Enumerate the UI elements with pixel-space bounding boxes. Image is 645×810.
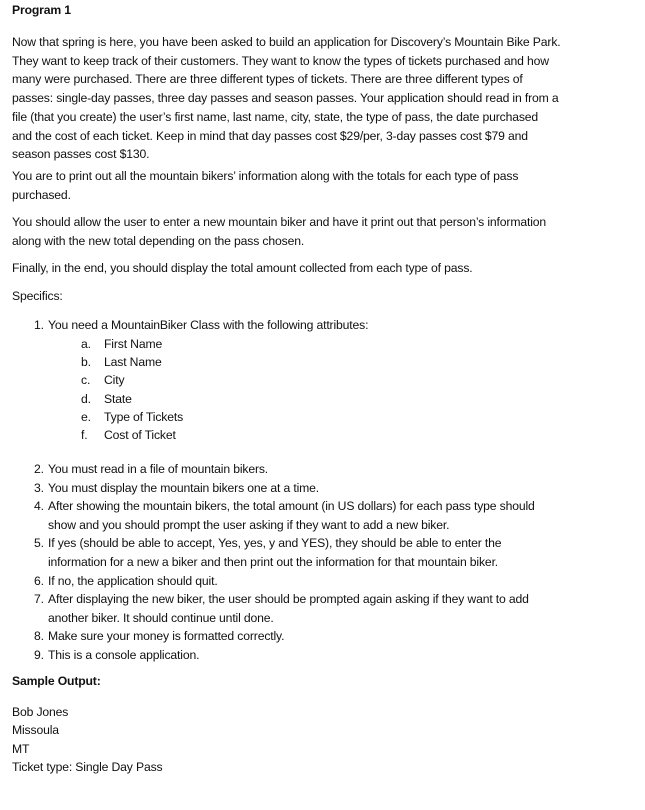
attribute-text: State — [104, 391, 132, 406]
list-item — [12, 460, 637, 479]
list-number: 4. — [34, 499, 44, 514]
attribute-item — [12, 371, 637, 389]
attribute-text: Last Name — [104, 355, 162, 370]
list-number: 5. — [34, 536, 44, 551]
attribute-item — [12, 353, 637, 371]
paragraph-line: along with the new total depending on the pass chosen. — [12, 233, 305, 248]
list-number: 6. — [34, 573, 44, 588]
intro-line: season passes cost $130. — [12, 147, 150, 162]
attribute-letter: f. — [81, 428, 88, 443]
intro-line: They want to keep track of their customers. They want to know the types of tickets purchased and how — [12, 53, 549, 68]
intro-paragraph — [12, 33, 637, 164]
intro-line: file (that you create) the user’s first name, last name, city, state, the type of pass, the date purchased — [12, 109, 539, 124]
list-item — [12, 316, 637, 335]
list-number: 3. — [34, 480, 44, 495]
list-item — [12, 534, 637, 571]
specifics-label: Specifics: — [12, 289, 63, 303]
paragraph-line: Finally, in the end, you should display the total amount collected from each type of pass. — [12, 261, 473, 275]
sample-output — [12, 703, 162, 776]
attribute-item — [12, 390, 637, 408]
intro-line: and the cost of each ticket. Keep in mind that day passes cost $29/per, 3-day passes cost $79 and — [12, 128, 528, 143]
sample-output-line: Bob Jones — [12, 705, 69, 719]
list-item — [12, 479, 637, 498]
list-text: You must read in a file of mountain bikers. — [48, 462, 269, 476]
list-item — [12, 572, 637, 591]
list-text: This is a console application. — [48, 647, 200, 662]
list-item — [12, 627, 637, 646]
attribute-letter: a. — [81, 337, 91, 351]
list-number: 9. — [34, 647, 44, 662]
attribute-item — [12, 426, 637, 444]
attribute-text: Type of Tickets — [104, 409, 184, 424]
attribute-letter: b. — [81, 355, 91, 370]
attribute-item — [12, 335, 637, 353]
list-item — [12, 646, 637, 665]
list-text: show and you should prompt the user asking if they want to add a new biker. — [48, 517, 450, 532]
attributes-list — [12, 335, 637, 444]
requirements-list — [12, 460, 637, 665]
list-text: If yes (should be able to accept, Yes, yes, y and YES), they should be able to enter the — [48, 536, 502, 551]
intro-line: many were purchased. There are three different types of tickets. There are three different types of — [12, 72, 523, 87]
list-text: You need a MountainBiker Class with the following attributes: — [48, 318, 369, 332]
list-text: After showing the mountain bikers, the total amount (in US dollars) for each pass type should — [48, 499, 535, 514]
attribute-text: Cost of Ticket — [104, 428, 176, 443]
attribute-letter: d. — [81, 391, 91, 406]
sample-output-line: Ticket type: Single Day Pass — [12, 759, 163, 774]
sample-output-line: Missoula — [12, 723, 59, 738]
list-number: 2. — [34, 462, 44, 476]
list-item — [12, 590, 637, 627]
document-title: Program 1 — [12, 3, 71, 17]
attribute-text: First Name — [104, 337, 163, 351]
paragraph-line: purchased. — [12, 187, 71, 202]
list-number: 7. — [34, 592, 44, 607]
sample-output-heading: Sample Output: — [12, 674, 101, 688]
requirements-item-1 — [12, 316, 637, 335]
intro-line: passes: single-day passes, three day passes and season passes. Your application should read in from a — [12, 91, 559, 106]
new-biker-paragraph — [12, 213, 637, 250]
list-text: another biker. It should continue until done. — [48, 610, 274, 625]
list-text: After displaying the new biker, the user should be prompted again asking if they want to add — [48, 592, 529, 607]
list-item — [12, 497, 637, 534]
attribute-item — [12, 408, 637, 426]
specifics-heading — [12, 287, 637, 306]
paragraph-line: You are to print out all the mountain bikers’ information along with the totals for each type of pass — [12, 169, 519, 183]
attribute-letter: c. — [81, 373, 91, 388]
list-text: Make sure your money is formatted correctly. — [48, 629, 285, 644]
list-number: 8. — [34, 629, 44, 644]
attribute-text: City — [104, 373, 125, 388]
list-text: information for a new a biker and then print out the information for that mountain biker. — [48, 554, 499, 569]
list-number: 1. — [34, 318, 44, 332]
sample-output-line: MT — [12, 741, 30, 756]
list-text: If no, the application should quit. — [48, 573, 218, 588]
attribute-letter: e. — [81, 409, 91, 424]
intro-line: Now that spring is here, you have been asked to build an application for Discovery’s Mountain Bike Park. — [12, 35, 561, 49]
paragraph-line: You should allow the user to enter a new mountain biker and have it print out that person’s information — [12, 215, 547, 229]
print-paragraph — [12, 167, 637, 204]
list-text: You must display the mountain bikers one at a time. — [48, 480, 320, 495]
final-paragraph — [12, 259, 637, 278]
